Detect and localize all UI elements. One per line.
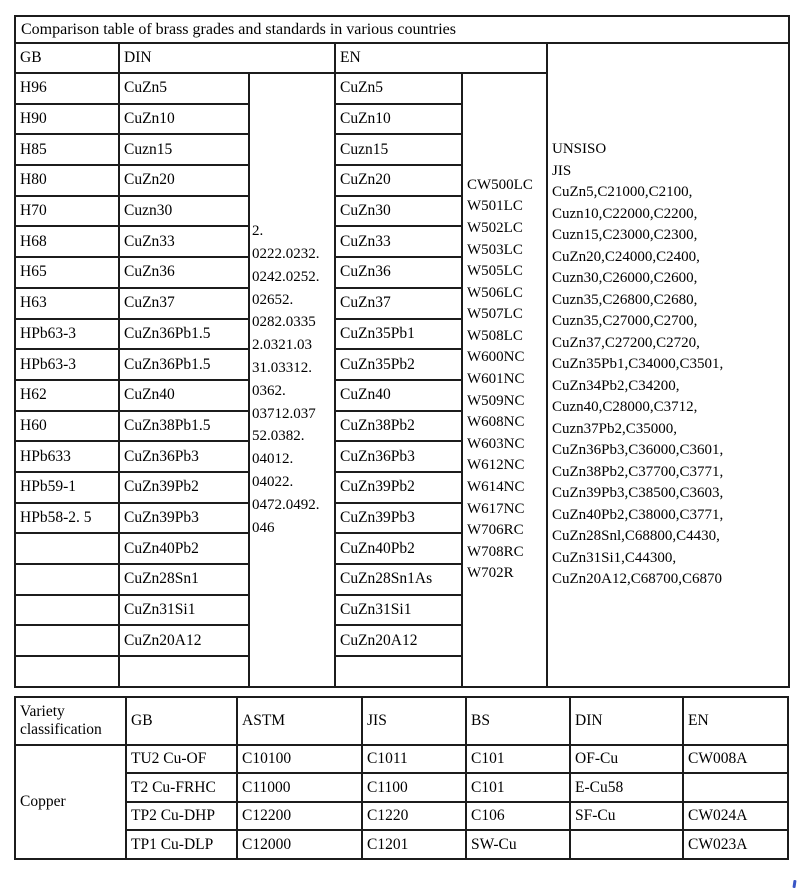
column-header-variety: Variety classification [15, 697, 126, 745]
copper-header-row [15, 697, 788, 745]
din-cell: CuZn28Sn1 [119, 564, 249, 595]
en-cell: CuZn28Sn1As [335, 564, 462, 595]
copper-standards-table [14, 696, 789, 860]
column-header-din: DIN [570, 697, 683, 745]
din-cell: CuZn38Pb1.5 [119, 411, 249, 442]
astm-cell: C10100 [237, 745, 362, 774]
gb-cell: HPb63-3 [15, 319, 119, 350]
jis-cell: C1011 [362, 745, 466, 774]
gb-cell: HPb63-3 [15, 349, 119, 380]
variety-cell: Copper [15, 745, 126, 859]
din-cell: Cuzn15 [119, 134, 249, 165]
copper-row [15, 745, 788, 774]
din-cell: CuZn20 [119, 165, 249, 196]
en-cell: CuZn20 [335, 165, 462, 196]
en-cell: CW023A [683, 830, 788, 859]
en-cell: CuZn5 [335, 73, 462, 104]
en-cell: CuZn40 [335, 380, 462, 411]
din-cell: CuZn36Pb1.5 [119, 349, 249, 380]
copper-row [15, 773, 788, 802]
gb-cell: HPb59-1 [15, 472, 119, 503]
din-cell: CuZn33 [119, 226, 249, 257]
en-cell: CuZn37 [335, 288, 462, 319]
column-header-jis: JIS [362, 697, 466, 745]
en-cell: CW024A [683, 802, 788, 831]
gb-cell: H60 [15, 411, 119, 442]
gb-cell: H90 [15, 104, 119, 135]
din-numbers-cell: 2. 0222.0232. 0242.0252. 02652. 0282.0335 2.0321.03 31.03312. 0362. 03712.037 52.0382. 04012. 04022. 0472.0492. 046 [249, 73, 335, 687]
din-cell: OF-Cu [570, 745, 683, 774]
jis-cell: C1201 [362, 830, 466, 859]
column-header-gb: GB [126, 697, 237, 745]
en-cell: CuZn20A12 [335, 625, 462, 656]
gb-cell: T2 Cu-FRHC [126, 773, 237, 802]
table-title-row [15, 16, 789, 43]
din-cell: SF-Cu [570, 802, 683, 831]
en-cell: CuZn36 [335, 257, 462, 288]
din-cell: CuZn39Pb3 [119, 503, 249, 534]
jis-cell: C1100 [362, 773, 466, 802]
gb-cell: TP1 Cu-DLP [126, 830, 237, 859]
en-cell: CW008A [683, 745, 788, 774]
en-cell: CuZn35Pb1 [335, 319, 462, 350]
din-cell: CuZn39Pb2 [119, 472, 249, 503]
din-cell: CuZn20A12 [119, 625, 249, 656]
gb-cell [15, 656, 119, 687]
gb-cell: HPb58-2. 5 [15, 503, 119, 534]
en-cell [335, 656, 462, 687]
column-header-din: DIN [119, 43, 335, 73]
gb-cell: H70 [15, 196, 119, 227]
en-cell: CuZn36Pb3 [335, 441, 462, 472]
gb-cell: H62 [15, 380, 119, 411]
gb-cell: H63 [15, 288, 119, 319]
column-header-gb: GB [15, 43, 119, 73]
copper-row [15, 802, 788, 831]
bs-cell: C101 [466, 745, 570, 774]
en-cell: CuZn35Pb2 [335, 349, 462, 380]
gb-cell: H68 [15, 226, 119, 257]
en-cell [683, 773, 788, 802]
text-cursor-mark [792, 880, 796, 888]
din-cell: CuZn31Si1 [119, 595, 249, 626]
brass-header-row [15, 43, 789, 73]
page [0, 15, 800, 894]
en-cell: CuZn10 [335, 104, 462, 135]
brass-standards-table [14, 15, 790, 688]
copper-row [15, 830, 788, 859]
en-cell: CuZn33 [335, 226, 462, 257]
din-cell: E-Cu58 [570, 773, 683, 802]
column-header-astm: ASTM [237, 697, 362, 745]
column-header-en: EN [335, 43, 547, 73]
column-header-en: EN [683, 697, 788, 745]
en-cell: CuZn39Pb3 [335, 503, 462, 534]
gb-cell: TU2 Cu-OF [126, 745, 237, 774]
gb-cell: H65 [15, 257, 119, 288]
gb-cell: H96 [15, 73, 119, 104]
gb-cell [15, 595, 119, 626]
column-header-bs: BS [466, 697, 570, 745]
gb-cell: HPb633 [15, 441, 119, 472]
gb-cell: TP2 Cu-DHP [126, 802, 237, 831]
page-title: Comparison table of brass grades and standards in various countries [15, 16, 789, 43]
en-cell: CuZn40Pb2 [335, 533, 462, 564]
din-cell: CuZn37 [119, 288, 249, 319]
din-cell [570, 830, 683, 859]
gb-cell [15, 625, 119, 656]
gb-cell [15, 533, 119, 564]
en-cell: CuZn30 [335, 196, 462, 227]
en-cell: CuZn31Si1 [335, 595, 462, 626]
gb-cell: H80 [15, 165, 119, 196]
astm-cell: C12000 [237, 830, 362, 859]
en-cell: Cuzn15 [335, 134, 462, 165]
din-cell [119, 656, 249, 687]
din-cell: CuZn36Pb3 [119, 441, 249, 472]
din-cell: CuZn36Pb1.5 [119, 319, 249, 350]
en-cell: CuZn39Pb2 [335, 472, 462, 503]
bs-cell: C106 [466, 802, 570, 831]
en-cw-codes-cell: CW500LC W501LC W502LC W503LC W505LC W506LC W507LC W508LC W600NC W601NC W509NC W608NC W603NC W612NC W614NC W617NC W706RC W708RC W702R [462, 73, 547, 687]
din-cell: CuZn40Pb2 [119, 533, 249, 564]
din-cell: CuZn40 [119, 380, 249, 411]
astm-cell: C11000 [237, 773, 362, 802]
uns-iso-jis-cell: UNSISO JIS CuZn5,C21000,C2100, Cuzn10,C22000,C2200, Cuzn15,C23000,C2300, CuZn20,C24000,C2400, Cuzn30,C26000,C2600, Cuzn35,C26800,C2680, Cuzn35,C27000,C2700, CuZn37,C27200,C2720, CuZn35Pb1,C34000,C3501, CuZn34Pb2,C34200, Cuzn40,C28000,C3712, Cuzn37Pb2,C35000, CuZn36Pb3,C36000,C3601, CuZn38Pb2,C37700,C3771, CuZn39Pb3,C38500,C3603, CuZn40Pb2,C38000,C3771, CuZn28Snl,C68800,C4430, CuZn31Si1,C44300, CuZn20A12,C68700,C6870 [547, 43, 789, 687]
gb-cell [15, 564, 119, 595]
bs-cell: SW-Cu [466, 830, 570, 859]
en-cell: CuZn38Pb2 [335, 411, 462, 442]
bs-cell: C101 [466, 773, 570, 802]
jis-cell: C1220 [362, 802, 466, 831]
din-cell: CuZn10 [119, 104, 249, 135]
din-cell: CuZn5 [119, 73, 249, 104]
astm-cell: C12200 [237, 802, 362, 831]
din-cell: CuZn36 [119, 257, 249, 288]
din-cell: Cuzn30 [119, 196, 249, 227]
gb-cell: H85 [15, 134, 119, 165]
